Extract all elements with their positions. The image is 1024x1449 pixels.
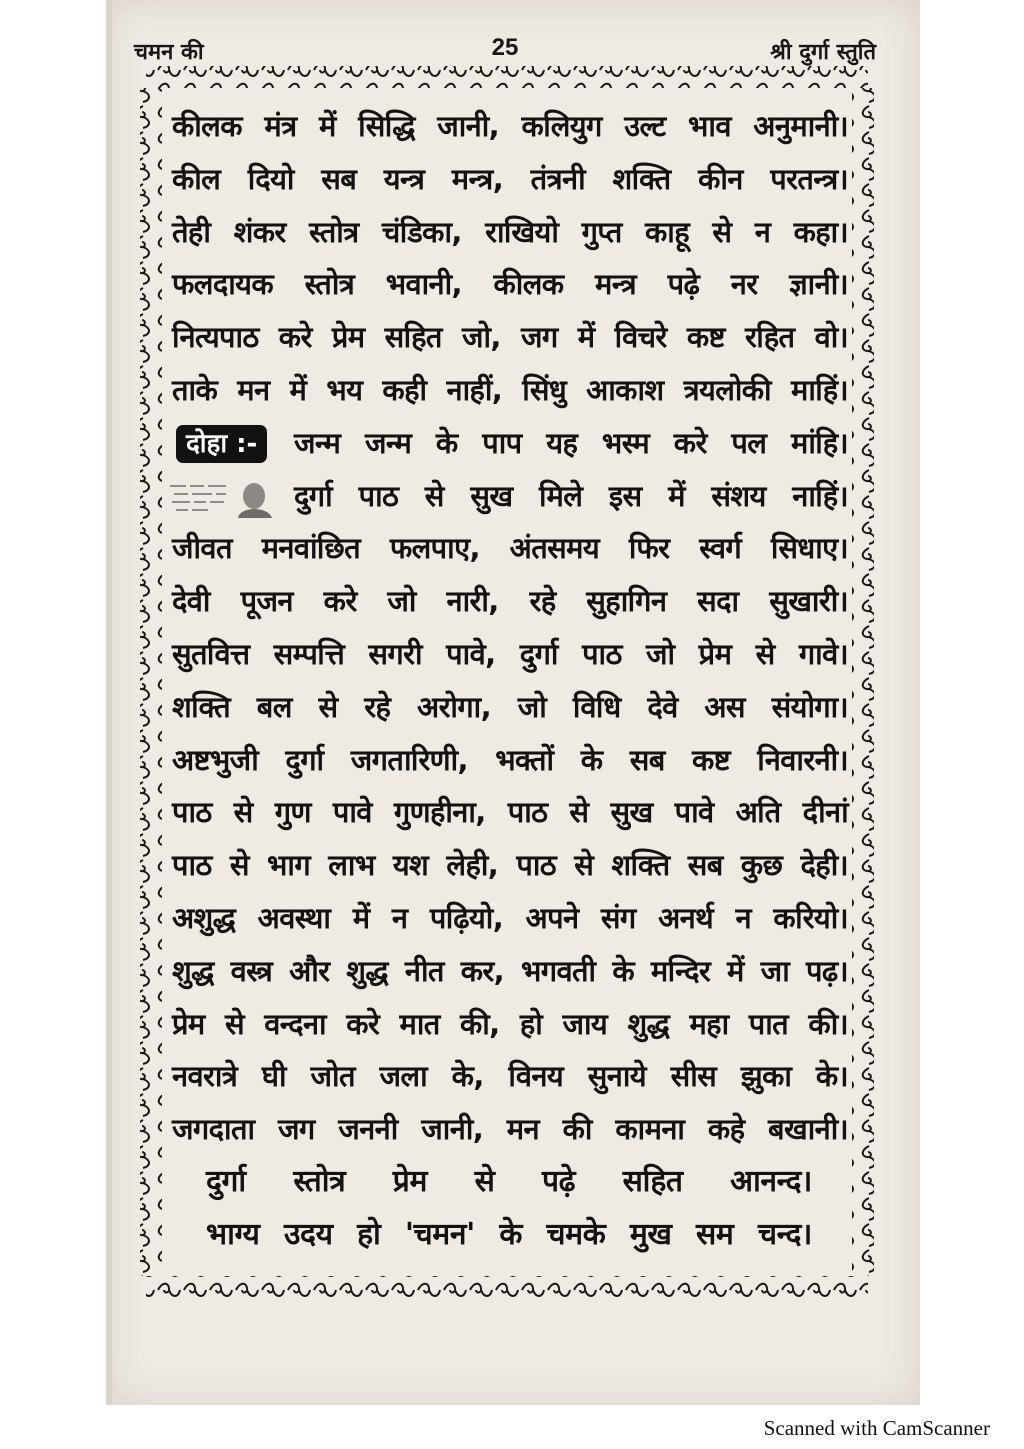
verse-line: नित्यपाठ करे प्रेम सहित जो, जग में विचरे कष्ट रहित वो। [172, 320, 848, 355]
doha-line-2 [172, 470, 848, 523]
verse-block [172, 100, 848, 1262]
verse-line: कील दियो सब यन्त्र मन्त्र, तंत्रनी शक्ति कीन परतन्त्र। [172, 161, 848, 196]
running-header [134, 34, 876, 74]
verse-line: अशुद्ध अवस्था में न पढ़ियो, अपने संग अनर्थ न करियो। [172, 900, 848, 935]
verse-line: शुद्ध वस्त्र और शुद्ध नीत कर, भगवती के मन्दिर में जा पढ़। [172, 953, 848, 988]
verse-line: ताके मन में भय कही नाहीं, सिंधु आकाश त्रयलोकी माहिं। [172, 372, 848, 407]
doha-text: दुर्गा पाठ से सुख मिले इस में संशय नाहिं। [294, 478, 848, 513]
verse-line: पाठ से गुण पावे गुणहीना, पाठ से सुख पावे अति दीनां [172, 795, 848, 830]
verse-line: जगदाता जग जननी जानी, मन की कामना कहे बखानी। [172, 1112, 848, 1147]
header-chapter-title: श्री दुर्गा स्तुति [770, 40, 876, 65]
page-number: 25 [491, 34, 519, 61]
header-book-title: चमन की [134, 40, 204, 65]
verse-line: शक्ति बल से रहे अरोगा, जो विधि देवे अस संयोगा। [172, 689, 848, 724]
closing-couplet-line: दुर्गा स्तोत्र प्रेम से पढ़े सहित आनन्द। [206, 1163, 812, 1199]
doha-line-1 [172, 417, 848, 470]
verse-line: फलदायक स्तोत्र भवानी, कीलक मन्त्र पढ़े नर ज्ञानी। [172, 267, 848, 302]
verse-line: अष्टभुजी दुर्गा जगतारिणी, भक्तों के सब कष्ट निवारनी। [172, 742, 848, 777]
camscanner-watermark: Scanned with CamScanner [763, 1416, 990, 1440]
verse-line: सुतवित्त सम्पत्ति सगरी पावे, दुर्गा पाठ जो प्रेम से गावे। [172, 636, 848, 671]
doha-badge: दोहा :- [176, 425, 267, 463]
verse-line: नवरात्रे घी जोत जला के, विनय सुनाये सीस झुका के। [172, 1059, 848, 1094]
closing-couplet-line: भाग्य उदय हो 'चमन' के चमके मुख सम चन्द। [206, 1216, 812, 1252]
author-portrait-stamp-icon [166, 476, 284, 518]
verse-line: जीवत मनवांछित फलपाए, अंतसमय फिर स्वर्ग सिधाए। [172, 531, 848, 566]
verse-line: देवी पूजन करे जो नारी, रहे सुहागिन सदा सुखारी। [172, 584, 848, 619]
verse-line: कीलक मंत्र में सिद्धि जानी, कलियुग उल्ट भाव अनुमानी। [172, 109, 848, 143]
doha-text: जन्म जन्म के पाप यह भस्म करे पल मांहि। [294, 425, 848, 460]
verse-line: प्रेम से वन्दना करे मात की, हो जाय शुद्ध महा पात की। [172, 1006, 848, 1041]
verse-line: तेही शंकर स्तोत्र चंडिका, राखियो गुप्त काहू से न कहा। [172, 214, 848, 249]
verse-line: पाठ से भाग लाभ यश लेही, पाठ से शक्ति सब कुछ देही। [172, 848, 848, 883]
